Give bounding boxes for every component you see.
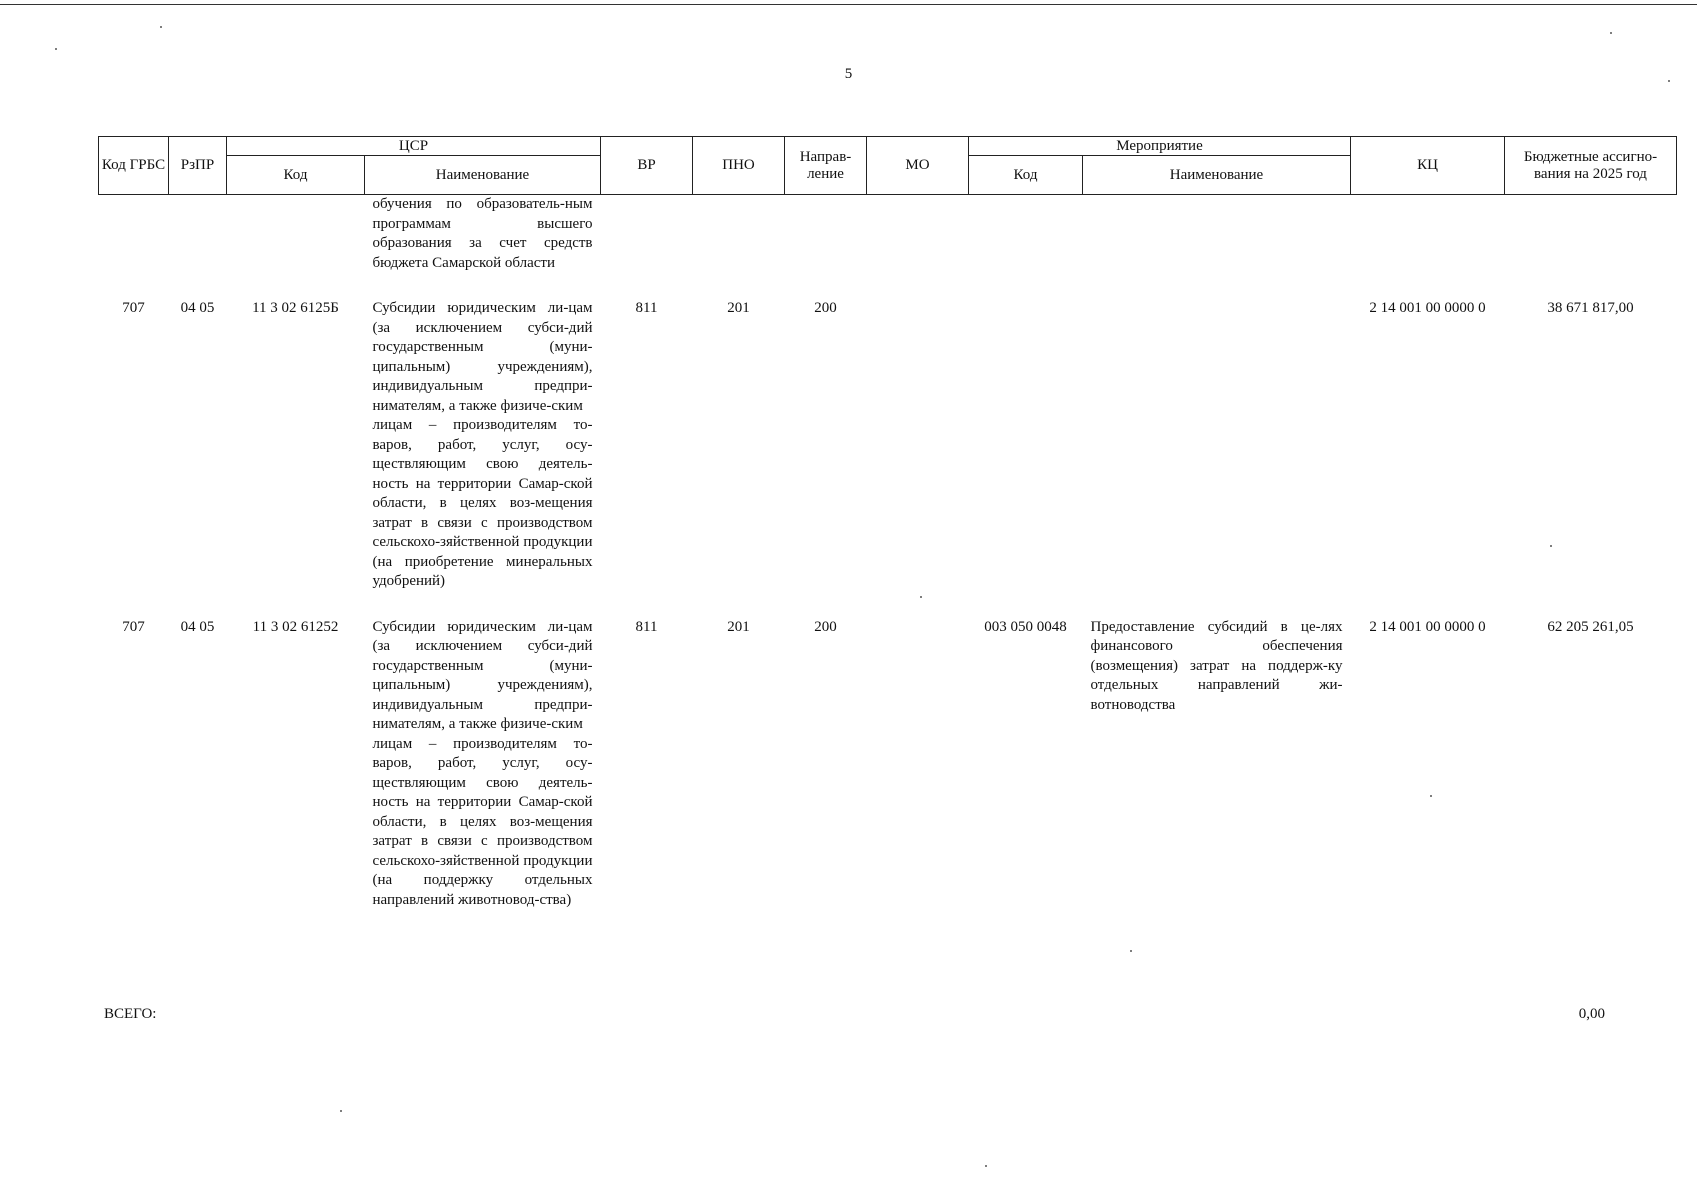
header-event-name: Наименование [1083, 156, 1351, 195]
cell-rzpr: 04 05 [180, 300, 215, 316]
cell-pno: 201 [727, 618, 750, 635]
scan-speck [1610, 32, 1612, 34]
scan-speck [1430, 795, 1432, 797]
budget-table [98, 136, 1677, 910]
cell-event-code [969, 299, 1083, 592]
top-rule [0, 4, 1697, 5]
page-number: 5 [844, 66, 853, 82]
cell-vr: 811 [635, 618, 658, 635]
cell-mo [867, 618, 969, 911]
header-event: Мероприятие [969, 137, 1351, 156]
cell-pno [693, 195, 785, 274]
header-rzpr: РзПР [169, 137, 227, 195]
scan-speck [1550, 545, 1552, 547]
header-csr-name: Наименование [365, 156, 601, 195]
scan-speck [55, 48, 57, 50]
cell-kc [1351, 195, 1505, 274]
cell-direction [785, 195, 867, 274]
cell-mo [867, 195, 969, 274]
header-grbs: Код ГРБС [99, 137, 169, 195]
scan-speck [985, 1165, 987, 1167]
cell-csr-code [227, 195, 365, 274]
cell-event-name [1083, 299, 1351, 592]
cell-event-code [969, 195, 1083, 274]
header-budget: Бюджетные ассигно-вания на 2025 год [1505, 137, 1677, 195]
cell-rzpr: 04 05 [180, 618, 215, 635]
cell-vr [601, 195, 693, 274]
header-csr-code: Код [227, 156, 365, 195]
row-spacer [99, 273, 1677, 299]
cell-event-name [1083, 195, 1351, 274]
header-vr: ВР [601, 137, 693, 195]
cell-csr-name: Субсидии юридическим ли-цам (за исключением субси-дий государственным (муни-ципальным) учреждениям), индивидуальным предпри-нимателям, а также физиче-ским лицам – производителям то-варов, работ, услуг, осу-ществляющим свою деятель-ность на территории Самар-ской области, в целях воз-мещения затрат в связи с производством сельскохо-зяйственной продукции (на приобретение минеральных удобрений) [372, 300, 593, 589]
cell-csr-name: Субсидии юридическим ли-цам (за исключением субси-дий государственным (муни-ципальным) учреждениям), индивидуальным предпри-нимателям, а также физиче-ским лицам – производителям то-варов, работ, услуг, осу-ществляющим свою деятель-ность на территории Самар-ской области, в целях воз-мещения затрат в связи с производством сельскохо-зяйственной продукции (на поддержку отдельных направлений животновод-ства) [372, 618, 593, 908]
row-spacer [99, 592, 1677, 618]
cell-direction: 200 [814, 618, 837, 635]
cell-direction: 200 [814, 300, 837, 316]
cell-amount [1505, 195, 1677, 274]
header-csr: ЦСР [227, 137, 601, 156]
cell-kc: 2 14 001 00 0000 0 [1369, 618, 1486, 635]
total-label: ВСЕГО: [104, 1006, 157, 1022]
cell-mo [867, 299, 969, 592]
scan-speck [340, 1110, 342, 1112]
scan-speck [1130, 950, 1132, 952]
header-direction: Направ-ление [785, 137, 867, 195]
table-row [99, 618, 1677, 911]
table-header [99, 137, 1677, 195]
cell-csr-name: обучения по образователь-ным программам высшего образования за счет средств бюджета Самарской области [372, 196, 593, 271]
cell-csr-code: 11 3 02 61252 [252, 618, 339, 635]
cell-grbs: 707 [122, 300, 145, 316]
cell-amount: 62 205 261,05 [1547, 618, 1634, 635]
cell-rzpr [169, 195, 227, 274]
total-value: 0,00 [1578, 1006, 1605, 1022]
header-pno: ПНО [693, 137, 785, 195]
table-body [99, 195, 1677, 911]
header-kc: КЦ [1351, 137, 1505, 195]
cell-amount: 38 671 817,00 [1547, 300, 1634, 316]
scan-speck [920, 596, 922, 598]
cell-event-name: Предоставление субсидий в це-лях финансового обеспечения (возмещения) затрат на поддерж-ку отдельных направлений жи-вотноводства [1090, 618, 1343, 713]
table-row [99, 299, 1677, 592]
cell-event-code: 003 050 0048 [984, 618, 1067, 635]
cell-vr: 811 [635, 300, 658, 316]
header-mo: МО [867, 137, 969, 195]
cell-grbs: 707 [122, 618, 145, 635]
cell-grbs [99, 195, 169, 274]
scan-speck [160, 26, 162, 28]
scan-speck [1668, 80, 1670, 82]
cell-pno: 201 [727, 300, 750, 316]
header-event-code: Код [969, 156, 1083, 195]
cell-kc: 2 14 001 00 0000 0 [1369, 300, 1486, 316]
cell-csr-code: 11 3 02 6125Б [252, 300, 339, 316]
table-row [99, 195, 1677, 274]
